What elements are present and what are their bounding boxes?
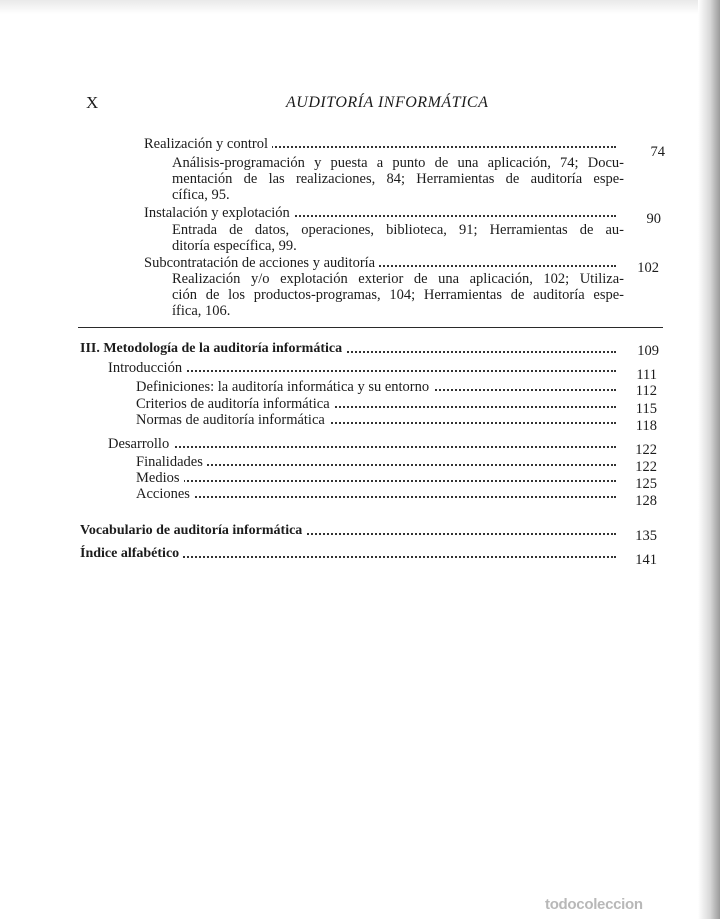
toc-page-number: 115 <box>635 401 657 417</box>
toc-entry-title: Criterios de auditoría informática <box>136 396 334 412</box>
toc-entry-title: Normas de auditoría informática <box>136 412 329 428</box>
toc-entry-title: Finalidades <box>136 454 207 470</box>
toc-entry-subcontratacion[interactable] <box>144 255 616 271</box>
toc-entry-title: III. Metodología de la auditoría informática <box>80 341 346 356</box>
toc-page-number: 112 <box>635 383 657 399</box>
dot-leader <box>108 446 616 448</box>
toc-page-number: 122 <box>635 459 657 475</box>
toc-entry-definiciones[interactable] <box>136 379 616 395</box>
toc-entry-acciones[interactable] <box>136 486 616 502</box>
dot-leader <box>136 464 616 466</box>
toc-entry-introduccion[interactable] <box>108 360 616 376</box>
section-divider <box>78 327 663 328</box>
toc-entry-title: Medios <box>136 470 184 486</box>
toc-page-number: 74 <box>650 144 665 160</box>
toc-entry-finalidades[interactable] <box>136 454 616 470</box>
page-number: X <box>86 93 100 112</box>
toc-page-number: 141 <box>635 552 657 568</box>
toc-page-number: 90 <box>646 211 661 227</box>
dot-leader <box>136 480 616 482</box>
toc-page-number: 102 <box>637 260 659 276</box>
toc-entry-title: Acciones <box>136 486 194 502</box>
toc-page-number: 111 <box>636 367 657 383</box>
toc-entry-indice[interactable] <box>80 546 616 562</box>
dot-leader <box>136 496 616 498</box>
running-title: AUDITORÍA INFORMÁTICA <box>286 94 489 111</box>
toc-entry-vocabulario[interactable] <box>80 523 616 539</box>
toc-entry-realizacion[interactable] <box>144 136 616 152</box>
scan-edge-top <box>0 0 720 14</box>
toc-entry-title: Vocabulario de auditoría informática <box>80 523 306 538</box>
toc-entry-description: Entrada de datos, operaciones, biblioteca, 91; Herramientas de au- ditoría específica, 99. <box>172 222 624 254</box>
toc-chapter-3[interactable] <box>80 341 616 357</box>
toc-page-number: 128 <box>635 493 657 509</box>
toc-entry-desarrollo[interactable] <box>108 436 616 452</box>
toc-page-number: 125 <box>635 476 657 492</box>
watermark-logo: todocoleccion <box>545 896 643 913</box>
toc-entry-title: Realización y control <box>144 136 272 152</box>
toc-page-number: 118 <box>635 418 657 434</box>
toc-entry-title: Índice alfabético <box>80 546 183 561</box>
toc-page-number: 122 <box>635 442 657 458</box>
toc-entry-description: Análisis-programación y puesta a punto de una aplicación, 74; Docu- mentación de las realizaciones, 84; Herramientas de auditoría espe- cífica, 95. <box>172 155 624 203</box>
toc-entry-title: Introducción <box>108 360 186 376</box>
toc-entry-normas[interactable] <box>136 412 616 428</box>
toc-page-number: 109 <box>637 343 659 359</box>
scan-edge-right <box>698 0 720 919</box>
toc-entry-medios[interactable] <box>136 470 616 486</box>
toc-entry-description: Realización y/o explotación exterior de una aplicación, 102; Utiliza- ción de los productos-programas, 104; Herramientas de auditoría espe- ífica, 106. <box>172 271 624 319</box>
toc-entry-criterios[interactable] <box>136 396 616 412</box>
toc-entry-title: Desarrollo <box>108 436 173 452</box>
toc-page-number: 135 <box>635 528 657 544</box>
toc-entry-instalacion[interactable] <box>144 205 616 221</box>
toc-entry-title: Definiciones: la auditoría informática y su entorno <box>136 379 433 395</box>
toc-entry-title: Instalación y explotación <box>144 205 294 221</box>
toc-entry-title: Subcontratación de acciones y auditoría <box>144 255 379 271</box>
